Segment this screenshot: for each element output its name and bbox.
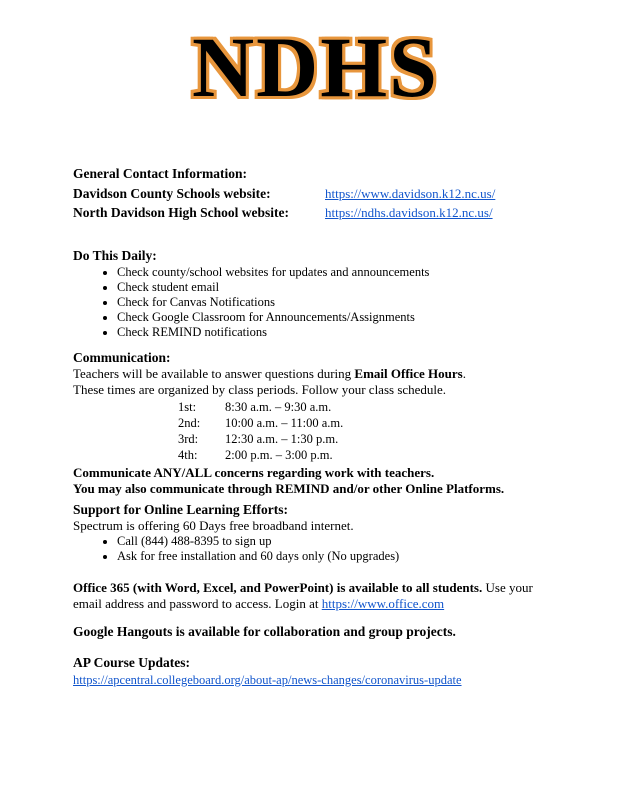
communication-line1 [73, 366, 558, 382]
contact-label-ndhs: North Davidson High School website: [73, 205, 290, 220]
schedule-period: 2nd: [178, 416, 201, 430]
daily-heading: Do This Daily: [73, 248, 157, 263]
communication-emphasis-1: Communicate ANY/ALL concerns regarding work with teachers. [73, 465, 435, 480]
section-communication [73, 350, 558, 496]
daily-list [73, 265, 558, 340]
hangouts-paragraph: Google Hangouts is available for collaboration and group projects. [73, 623, 456, 639]
ndhs-website-link[interactable]: https://ndhs.davidson.k12.nc.us/ [325, 205, 493, 220]
list-item: • Check student email [117, 280, 558, 295]
schedule-row-3 [178, 431, 558, 447]
section-ap-updates [73, 655, 558, 689]
contact-row-county [73, 184, 558, 203]
list-item: • Check for Canvas Notifications [117, 295, 558, 310]
ap-heading: AP Course Updates: [73, 654, 190, 670]
ap-updates-link[interactable]: https://apcentral.collegeboard.org/about-ap/news-changes/coronavirus-update [73, 672, 462, 687]
schedule-period: 4th: [178, 448, 198, 462]
schedule-time: 2:00 p.m. – 3:00 p.m. [225, 448, 333, 462]
office365-bold: Office 365 (with Word, Excel, and PowerPoint) is available to all students. [73, 579, 483, 595]
schedule-time: 10:00 a.m. – 11:00 a.m. [225, 416, 344, 430]
schedule-row-4 [178, 447, 558, 463]
communication-heading: Communication: [73, 350, 171, 365]
office365-normal: Use your email address and password to access. Login at [73, 579, 533, 611]
section-daily [73, 246, 558, 340]
schedule-period: 3rd: [178, 432, 199, 446]
contact-row-ndhs [73, 203, 558, 222]
communication-line1-pre: Teachers will be available to answer questions during [73, 366, 355, 381]
office365-paragraph [73, 580, 543, 612]
support-intro: Spectrum is offering 60 Days free broadband internet. [73, 518, 354, 533]
list-item: • Ask for free installation and 60 days only (No upgrades) [117, 549, 558, 564]
schedule-row-2 [178, 415, 558, 431]
contact-label-county: Davidson County Schools website: [73, 186, 271, 201]
schedule-time: 8:30 a.m. – 9:30 a.m. [225, 400, 332, 414]
communication-emphasis-2: You may also communicate through REMIND and/or other Online Platforms. [73, 480, 505, 496]
support-heading: Support for Online Learning Efforts: [73, 502, 289, 517]
county-schools-website-link[interactable]: https://www.davidson.k12.nc.us/ [325, 186, 496, 201]
schedule-row-1 [178, 399, 558, 415]
schedule-period: 1st: [178, 400, 197, 414]
contact-heading: General Contact Information: [73, 166, 247, 181]
list-item: • Check Google Classroom for Announcements/Assignments [117, 310, 558, 325]
office-login-link[interactable]: https://www.office.com [321, 595, 445, 611]
section-contact [73, 164, 558, 222]
list-item: • Check county/school websites for updates and announcements [117, 265, 558, 280]
section-support [73, 501, 558, 564]
office-hours-schedule [73, 399, 558, 463]
schedule-time: 12:30 a.m. – 1:30 p.m. [225, 432, 339, 446]
list-item: • Call (844) 488-8395 to sign up [117, 534, 558, 549]
support-list [73, 534, 558, 564]
communication-line2: These times are organized by class periods. Follow your class schedule. [73, 381, 447, 397]
school-logo: NDHS [192, 19, 439, 115]
communication-line1-bold: Email Office Hours [354, 366, 463, 381]
communication-line1-post: . [462, 366, 466, 381]
list-item: • Check REMIND notifications [117, 325, 558, 340]
